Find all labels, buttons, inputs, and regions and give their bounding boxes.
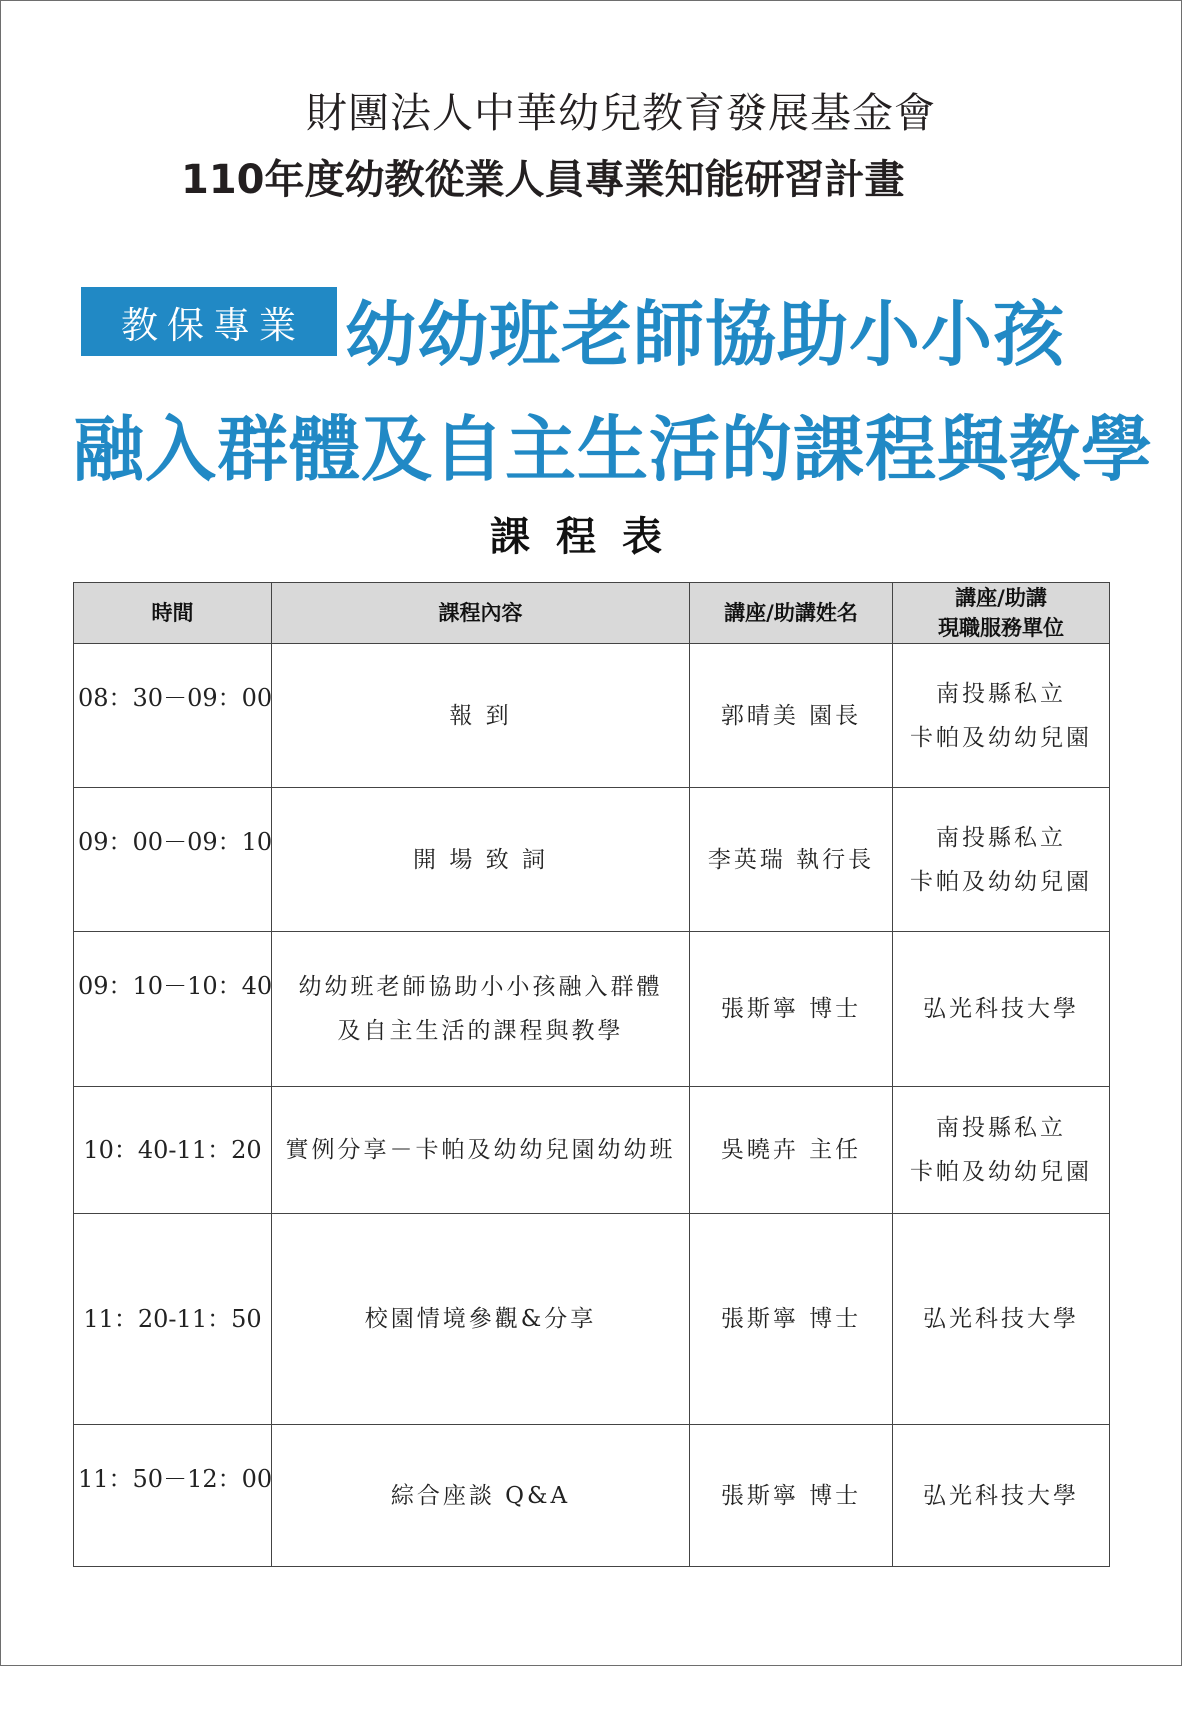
unit-line: 南投縣私立 xyxy=(936,680,1066,707)
content-line: 校園情境參觀&分享 xyxy=(364,1306,597,1332)
unit-line: 弘光科技大學 xyxy=(923,996,1079,1022)
content-cell xyxy=(272,1214,690,1425)
table-row xyxy=(74,1214,1110,1425)
time-cell: 09：00－09：10 xyxy=(74,788,272,932)
content-line: 綜合座談 Q&A xyxy=(390,1482,571,1509)
speaker-cell: 郭晴美 園長 xyxy=(690,644,893,788)
time-cell: 08：30－09：00 xyxy=(74,644,272,788)
content-line: 及自主生活的課程與教學 xyxy=(337,1018,624,1044)
time-cell: 10：40-11：20 xyxy=(74,1087,272,1214)
unit-line: 弘光科技大學 xyxy=(923,1482,1079,1509)
table-row xyxy=(74,1425,1110,1567)
unit-line: 南投縣私立 xyxy=(936,824,1066,851)
content-cell xyxy=(272,1425,690,1567)
unit-line: 弘光科技大學 xyxy=(923,1306,1079,1332)
course-title-line-2: 融入群體及自主生活的課程與教學 xyxy=(73,408,1154,491)
organization-name: 財團法人中華幼兒教育發展基金會 xyxy=(306,89,936,137)
unit-line: 卡帕及幼幼兒園 xyxy=(910,868,1092,895)
category-badge: 教保專業 xyxy=(81,287,337,356)
unit-cell xyxy=(893,788,1110,932)
column-header-unit xyxy=(893,583,1110,644)
speaker-cell: 張斯寧 博士 xyxy=(690,1425,893,1567)
column-header-time: 時間 xyxy=(74,583,272,644)
course-title-line-1: 幼幼班老師協助小小孩 xyxy=(345,293,1066,376)
speaker-cell: 吳曉卉 主任 xyxy=(690,1087,893,1214)
content-line: 實例分享－卡帕及幼幼兒園幼幼班 xyxy=(285,1137,676,1163)
table-row xyxy=(74,644,1110,788)
content-cell xyxy=(272,932,690,1087)
column-header-unit-line-2: 現職服務單位 xyxy=(938,616,1064,640)
column-header-content: 課程內容 xyxy=(272,583,690,644)
unit-line: 卡帕及幼幼兒園 xyxy=(910,724,1092,751)
content-line: 開 場 致 詞 xyxy=(413,846,548,873)
time-cell: 11：50－12：00 xyxy=(74,1425,272,1567)
plan-name: 110年度幼教從業人員專業知能研習計畫 xyxy=(181,157,905,203)
column-header-speaker: 講座/助講姓名 xyxy=(690,583,893,644)
time-cell: 09：10－10：40 xyxy=(74,932,272,1087)
table-header-row xyxy=(74,583,1110,644)
content-line: 報 到 xyxy=(449,702,512,729)
table-row xyxy=(74,788,1110,932)
unit-line: 卡帕及幼幼兒園 xyxy=(910,1159,1092,1185)
unit-cell xyxy=(893,932,1110,1087)
table-row xyxy=(74,932,1110,1087)
unit-cell xyxy=(893,1425,1110,1567)
speaker-cell: 張斯寧 博士 xyxy=(690,1214,893,1425)
schedule-table xyxy=(73,582,1110,1567)
unit-line: 南投縣私立 xyxy=(936,1115,1066,1141)
content-cell xyxy=(272,644,690,788)
content-cell xyxy=(272,1087,690,1214)
table-row xyxy=(74,1087,1110,1214)
column-header-unit-line-1: 講座/助講 xyxy=(955,586,1047,610)
schedule-heading: 課程表 xyxy=(490,513,688,560)
unit-cell xyxy=(893,1087,1110,1214)
unit-cell xyxy=(893,1214,1110,1425)
time-cell: 11：20-11：50 xyxy=(74,1214,272,1425)
content-line: 幼幼班老師協助小小孩融入群體 xyxy=(298,974,663,1000)
unit-cell xyxy=(893,644,1110,788)
speaker-cell: 張斯寧 博士 xyxy=(690,932,893,1087)
content-cell xyxy=(272,788,690,932)
speaker-cell: 李英瑞 執行長 xyxy=(690,788,893,932)
